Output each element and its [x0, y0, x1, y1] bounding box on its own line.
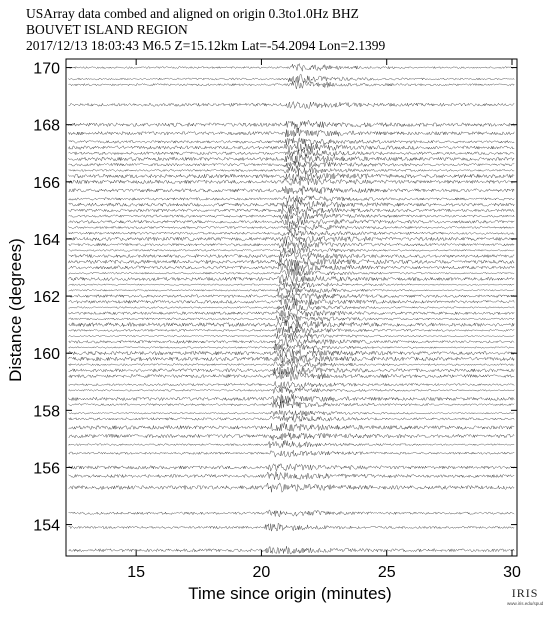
y-tick-label: 162	[33, 289, 60, 307]
y-tick-label: 154	[33, 517, 60, 535]
seismic-trace	[69, 416, 515, 423]
seismic-trace	[69, 186, 515, 195]
seismic-trace	[69, 224, 515, 231]
seismic-trace	[69, 213, 515, 220]
y-tick-label: 170	[33, 60, 60, 78]
seismic-trace	[69, 344, 515, 351]
seismic-trace	[69, 371, 515, 381]
seismic-trace	[69, 64, 515, 72]
chart-title-line-2: BOUVET ISLAND REGION	[26, 22, 188, 37]
y-tick-label: 164	[33, 231, 60, 249]
seismic-trace	[69, 410, 515, 417]
seismic-trace	[69, 440, 515, 448]
y-axis-label: Distance (degrees)	[6, 238, 25, 382]
seismic-trace	[69, 293, 515, 301]
x-axis-label: Time since origin (minutes)	[188, 584, 392, 603]
seismic-trace	[69, 235, 515, 243]
seismic-trace	[69, 387, 515, 393]
seismic-trace	[69, 483, 515, 492]
seismic-trace	[69, 166, 515, 174]
seismic-trace	[69, 149, 515, 157]
seismic-trace	[69, 423, 515, 432]
seismic-trace	[69, 361, 515, 369]
seismic-trace	[69, 275, 515, 283]
seismic-trace	[69, 297, 515, 306]
seismic-trace	[69, 320, 515, 329]
seismic-trace	[69, 200, 515, 209]
seismic-trace	[69, 247, 515, 255]
seismic-trace	[69, 251, 515, 259]
seismic-trace	[69, 258, 515, 267]
x-tick-label: 15	[127, 564, 146, 581]
seismic-trace	[69, 102, 515, 109]
seismic-trace	[69, 178, 515, 186]
seismic-trace	[69, 400, 515, 408]
seismic-trace	[69, 207, 515, 215]
chart-title-line-1: USArray data combed and aligned on origin 0.3to1.0Hz BHZ	[26, 6, 359, 21]
seismic-trace	[69, 144, 515, 152]
seismic-trace	[69, 348, 515, 357]
x-tick-label: 25	[377, 564, 396, 581]
seismic-trace	[69, 128, 515, 137]
seismic-trace	[69, 161, 515, 168]
iris-logo-text: IRIS	[511, 586, 539, 600]
chart-title-line-3: 2017/12/13 18:03:43 M6.5 Z=15.12km Lat=-54.2094 Lon=2.1399	[26, 38, 386, 53]
trace-group	[69, 64, 515, 554]
seismic-trace	[69, 471, 515, 479]
seismic-trace	[69, 304, 515, 312]
seismic-trace	[69, 287, 515, 295]
y-tick-label: 156	[33, 460, 60, 478]
seismic-trace	[69, 218, 515, 226]
seismic-trace	[69, 315, 515, 323]
x-tick-label: 20	[252, 564, 271, 581]
seismic-trace	[69, 138, 515, 147]
iris-logo-url: www.iris.edu/spud	[507, 601, 544, 606]
seismic-trace	[69, 433, 515, 441]
iris-logo	[507, 586, 543, 606]
y-tick-label: 166	[33, 174, 60, 192]
seismic-trace	[69, 332, 515, 340]
seismic-trace	[69, 80, 515, 89]
y-tick-label: 160	[33, 346, 60, 364]
seismic-trace	[69, 195, 515, 202]
seismic-trace	[69, 282, 515, 289]
seismic-trace	[69, 120, 515, 129]
seismic-trace	[69, 366, 515, 375]
seismic-trace	[69, 464, 515, 471]
seismic-trace	[69, 394, 515, 403]
seismic-trace	[69, 354, 515, 363]
seismic-trace	[69, 337, 515, 346]
seismic-trace	[69, 155, 515, 164]
seismic-trace	[69, 241, 515, 249]
seismic-trace	[69, 74, 515, 83]
seismic-trace	[69, 510, 515, 517]
y-tick-label: 168	[33, 117, 60, 135]
x-tick-label: 30	[503, 564, 521, 581]
seismic-trace	[69, 546, 515, 554]
seismic-trace	[69, 381, 515, 388]
y-tick-label: 158	[33, 403, 60, 421]
seismic-trace	[69, 450, 515, 457]
seismic-trace	[69, 523, 515, 531]
seismic-trace	[69, 230, 515, 237]
